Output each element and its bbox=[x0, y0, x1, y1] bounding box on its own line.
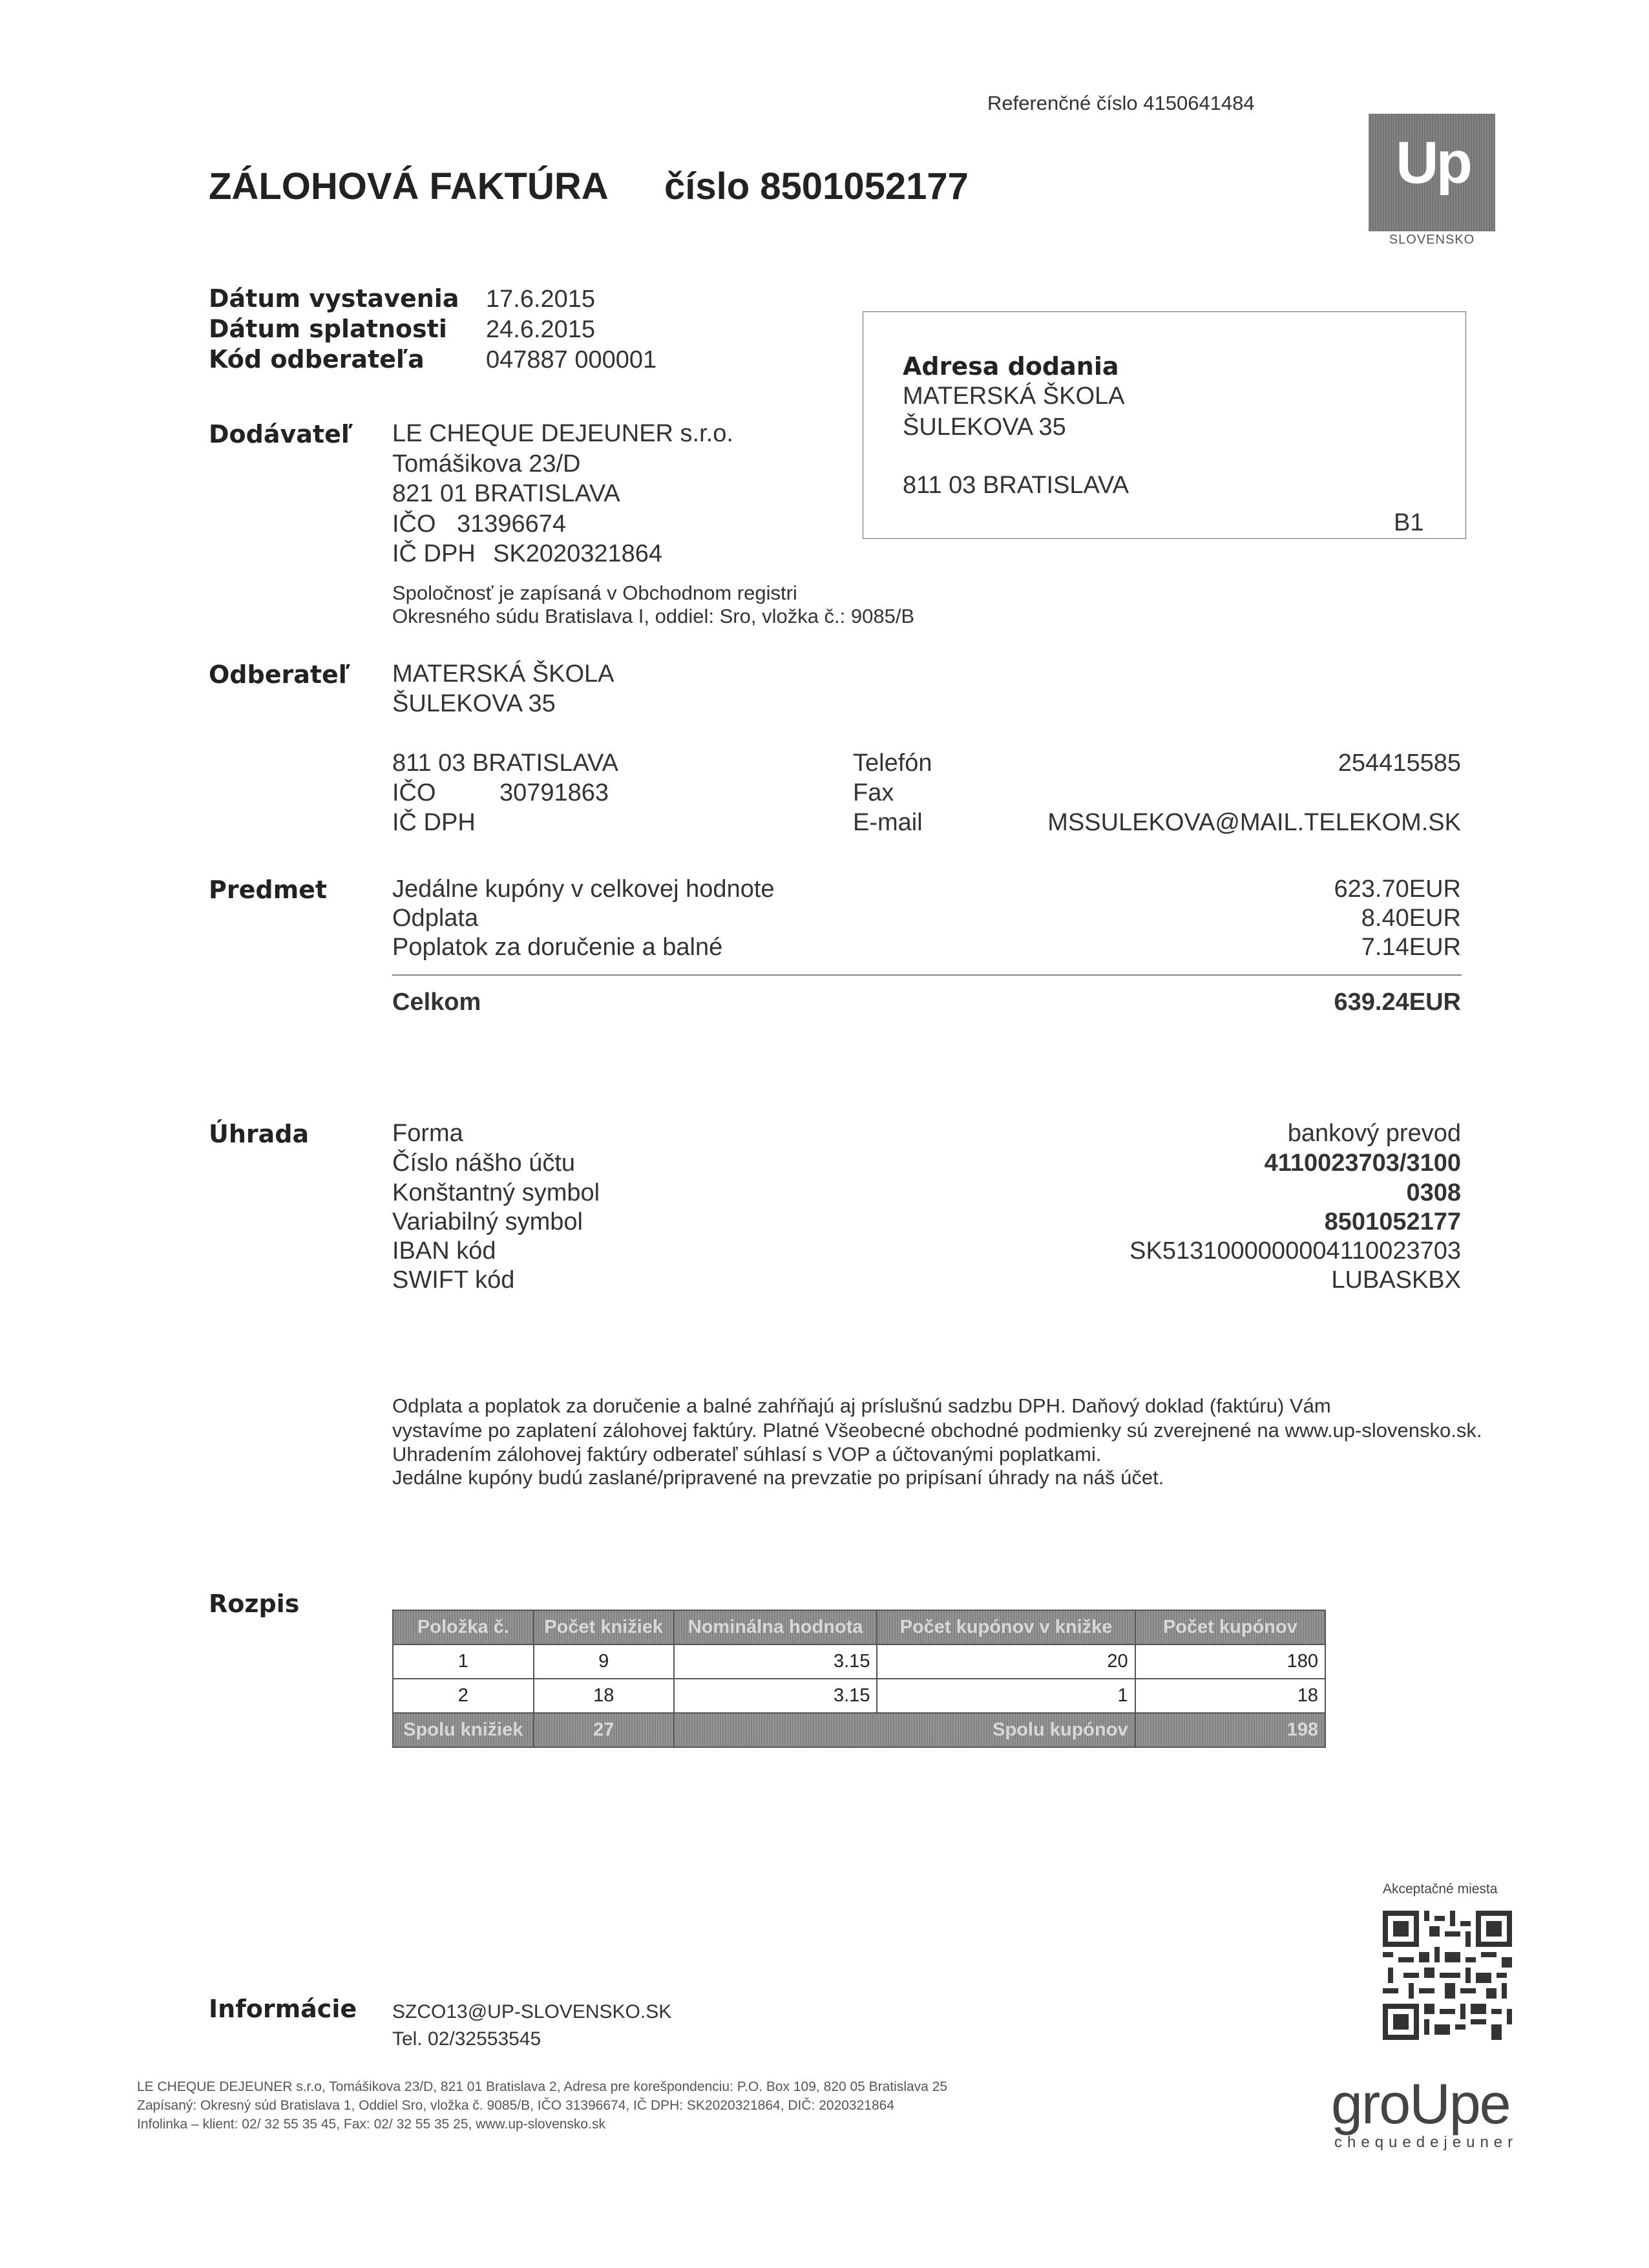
issue-date-label: Dátum vystavenia bbox=[209, 284, 459, 313]
note-line3: Uhradením zálohovej faktúry odberateľ súhlasí s VOP a účtovanými poplatkami. bbox=[392, 1443, 1102, 1465]
reference-number: Referenčné číslo 4150641484 bbox=[987, 92, 1255, 114]
total-label: Celkom bbox=[392, 989, 481, 1016]
breakdown-sum-row bbox=[393, 1713, 1325, 1747]
col-header-books: Počet knižiek bbox=[534, 1610, 674, 1644]
groupe-logo-subtitle: chequedejeuner bbox=[1334, 2134, 1518, 2151]
supplier-ico-label: IČO bbox=[392, 510, 436, 538]
info-label: Informácie bbox=[209, 1995, 357, 2023]
breakdown-table bbox=[392, 1610, 1326, 1748]
sum-books-label: Spolu knižiek bbox=[393, 1713, 534, 1747]
subject-item-2-text: Odplata bbox=[392, 905, 479, 932]
info-phone: Tel. 02/32553545 bbox=[392, 2028, 541, 2050]
cell-coupons-per-book: 1 bbox=[877, 1679, 1135, 1713]
note-line4: Jedálne kupóny budú zaslané/pripravené na prevzatie po pripísaní úhrady na náš účet. bbox=[392, 1466, 1164, 1489]
supplier-label: Dodávateľ bbox=[209, 420, 353, 448]
subject-item-2-amount: 8.40EUR bbox=[1361, 905, 1461, 932]
breakdown-header-row bbox=[393, 1610, 1325, 1644]
customer-name: MATERSKÁ ŠKOLA bbox=[392, 660, 614, 688]
supplier-ico-value: 31396674 bbox=[457, 510, 567, 538]
customer-code-label: Kód odberateľa bbox=[209, 345, 425, 373]
col-header-item: Položka č. bbox=[393, 1610, 534, 1644]
subject-item-1-amount: 623.70EUR bbox=[1334, 876, 1461, 903]
sum-books-value: 27 bbox=[534, 1713, 674, 1747]
footer-line3: Infolinka – klient: 02/ 32 55 35 45, Fax: 02/ 32 55 35 25, www.up-slovensko.sk bbox=[137, 2117, 605, 2132]
footer bbox=[137, 2077, 947, 2134]
due-date-label: Dátum splatnosti bbox=[209, 315, 447, 343]
delivery-title: Adresa dodania bbox=[903, 352, 1119, 381]
supplier-icdph-label: IČ DPH bbox=[392, 540, 476, 567]
document-title: ZÁLOHOVÁ FAKTÚRA bbox=[209, 165, 609, 207]
payment-form-label: Forma bbox=[392, 1120, 463, 1147]
note-line2: vystavíme po zaplatení zálohovej faktúry. Platné Všeobecné obchodné podmienky sú zverejnené na www.up-slovensko.sk. bbox=[392, 1419, 1482, 1442]
customer-ico-value: 30791863 bbox=[499, 779, 609, 806]
issue-date-value: 17.6.2015 bbox=[486, 286, 596, 313]
payment-iban-label: IBAN kód bbox=[392, 1237, 496, 1265]
supplier-icdph-value: SK2020321864 bbox=[493, 540, 663, 567]
payment-variable-value: 8501052177 bbox=[1324, 1208, 1461, 1235]
subject-item-3-amount: 7.14EUR bbox=[1361, 934, 1461, 961]
footer-line1: LE CHEQUE DEJEUNER s.r.o, Tomášikova 23/D, 821 01 Bratislava 2, Adresa pre korešpondenciu: P.O. Box 109, 820 05 Bratislava 25 bbox=[137, 2079, 948, 2094]
delivery-code: B1 bbox=[1394, 509, 1424, 536]
customer-email-value: MSSULEKOVA@MAIL.TELEKOM.SK bbox=[1047, 809, 1461, 836]
payment-constant-label: Konštantný symbol bbox=[392, 1179, 600, 1206]
subject-item-3-text: Poplatok za doručenie a balné bbox=[392, 934, 723, 961]
groupe-logo: groUpe bbox=[1331, 2072, 1510, 2136]
supplier-street: Tomášikova 23/D bbox=[392, 450, 581, 478]
cell-item: 2 bbox=[393, 1679, 534, 1713]
payment-account-value: 4110023703/3100 bbox=[1264, 1150, 1461, 1177]
supplier-city: 821 01 BRATISLAVA bbox=[392, 480, 620, 507]
customer-phone-label: Telefón bbox=[853, 750, 932, 777]
col-header-coupons: Počet kupónov bbox=[1135, 1610, 1325, 1644]
customer-city: 811 03 BRATISLAVA bbox=[392, 750, 618, 777]
cell-coupons-per-book: 20 bbox=[877, 1644, 1135, 1679]
qr-code-icon bbox=[1383, 1911, 1512, 2040]
payment-form-value: bankový prevod bbox=[1287, 1120, 1461, 1147]
total-amount: 639.24EUR bbox=[1334, 989, 1461, 1016]
customer-icdph-label: IČ DPH bbox=[392, 809, 476, 836]
delivery-line1: MATERSKÁ ŠKOLA bbox=[903, 383, 1125, 410]
payment-account-label: Číslo nášho účtu bbox=[392, 1150, 576, 1177]
table-row bbox=[393, 1644, 1325, 1679]
sum-coupons-value: 198 bbox=[1135, 1713, 1325, 1747]
invoice-number: číslo 8501052177 bbox=[664, 165, 969, 207]
cell-item: 1 bbox=[393, 1644, 534, 1679]
customer-email-label: E-mail bbox=[853, 809, 923, 836]
supplier-name: LE CHEQUE DEJEUNER s.r.o. bbox=[392, 420, 733, 447]
subject-label: Predmet bbox=[209, 876, 328, 904]
cell-nominal: 3.15 bbox=[674, 1644, 877, 1679]
cell-coupons: 180 bbox=[1135, 1644, 1325, 1679]
table-row bbox=[393, 1679, 1325, 1713]
payment-constant-value: 0308 bbox=[1406, 1179, 1461, 1206]
sum-coupons-label: Spolu kupónov bbox=[674, 1713, 1135, 1747]
payment-variable-label: Variabilný symbol bbox=[392, 1208, 583, 1235]
cell-nominal: 3.15 bbox=[674, 1679, 877, 1713]
total-divider bbox=[392, 974, 1462, 976]
payment-swift-value: LUBASKBX bbox=[1331, 1266, 1461, 1294]
customer-code-value: 047887 000001 bbox=[486, 346, 657, 373]
col-header-nominal: Nominálna hodnota bbox=[674, 1610, 877, 1644]
up-logo-subtitle: SLOVENSKO bbox=[1389, 233, 1475, 247]
customer-street: ŠULEKOVA 35 bbox=[392, 690, 556, 717]
footer-line2: Zapísaný: Okresný súd Bratislava 1, Oddiel Sro, vložka č. 9085/B, IČO 31396674, IČ DPH: SK2020321864, DIČ: 2020321864 bbox=[137, 2098, 895, 2113]
payment-swift-label: SWIFT kód bbox=[392, 1266, 515, 1294]
info-email: SZCO13@UP-SLOVENSKO.SK bbox=[392, 2001, 672, 2022]
subject-item-1-text: Jedálne kupóny v celkovej hodnote bbox=[392, 876, 775, 903]
supplier-registry-line1: Spoločnosť je zapísaná v Obchodnom registri bbox=[392, 582, 797, 604]
breakdown-label: Rozpis bbox=[209, 1590, 300, 1618]
cell-coupons: 18 bbox=[1135, 1679, 1325, 1713]
customer-label: Odberateľ bbox=[209, 660, 351, 689]
col-header-coupons-per-book: Počet kupónov v knižke bbox=[877, 1610, 1135, 1644]
supplier-registry-line2: Okresného súdu Bratislava I, oddiel: Sro, vložka č.: 9085/B bbox=[392, 605, 915, 627]
customer-phone-value: 254415585 bbox=[1338, 750, 1461, 777]
payment-iban-value: SK5131000000004110023703 bbox=[1129, 1237, 1461, 1265]
acceptance-label: Akceptačné miesta bbox=[1383, 1882, 1498, 1896]
customer-ico-label: IČO bbox=[392, 779, 436, 806]
up-logo-text: Up bbox=[1396, 130, 1470, 196]
delivery-line3: 811 03 BRATISLAVA bbox=[903, 472, 1129, 499]
due-date-value: 24.6.2015 bbox=[486, 316, 596, 343]
customer-fax-label: Fax bbox=[853, 779, 894, 806]
cell-books: 9 bbox=[534, 1644, 674, 1679]
cell-books: 18 bbox=[534, 1679, 674, 1713]
note-line1: Odplata a poplatok za doručenie a balné zahŕňajú aj príslušnú sadzbu DPH. Daňový doklad (faktúru) Vám bbox=[392, 1394, 1331, 1417]
delivery-line2: ŠULEKOVA 35 bbox=[903, 414, 1066, 441]
payment-label: Úhrada bbox=[209, 1120, 310, 1148]
